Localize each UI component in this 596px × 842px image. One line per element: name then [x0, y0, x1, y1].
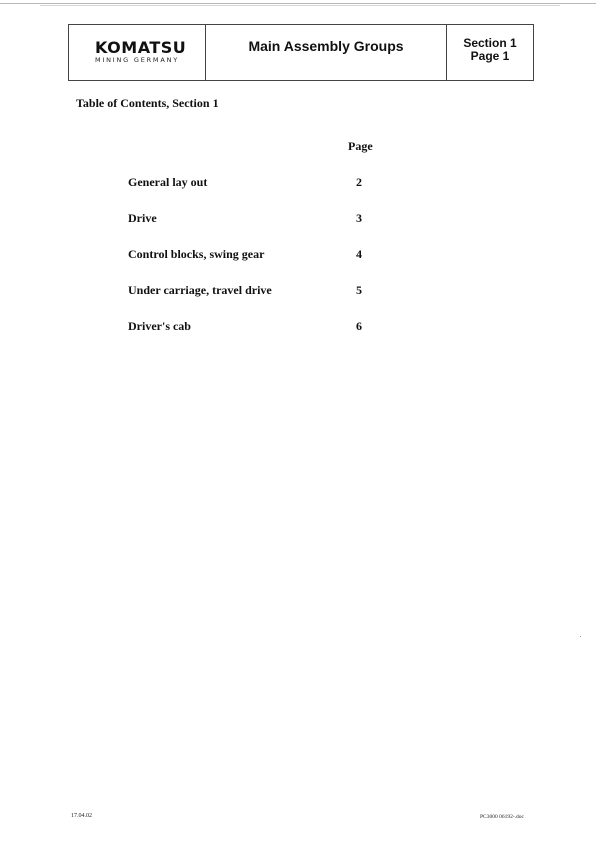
toc-entry-label: Driver's cab: [128, 319, 191, 333]
toc-entry: [128, 247, 388, 263]
toc-entry-label: General lay out: [128, 175, 208, 189]
logo-wordmark: KOMATSU: [95, 38, 187, 57]
logo-subtitle: MINING GERMANY: [95, 56, 180, 64]
page-number: Page 1: [470, 49, 510, 63]
document-header: [68, 24, 534, 81]
scan-edge-line-secondary: [40, 5, 560, 6]
document-title: Main Assembly Groups: [206, 25, 447, 80]
toc-entry-page: 6: [356, 319, 362, 333]
toc-entry-page: 2: [356, 175, 362, 189]
scan-edge-line: [0, 3, 596, 4]
toc-entry: [128, 319, 388, 335]
section-number: Section 1: [463, 36, 517, 50]
toc-entry: [128, 283, 388, 299]
toc-entry-page: 5: [356, 283, 362, 297]
footer-document-id: PC3000 06192-.doc: [480, 814, 524, 820]
toc-entry-label: Drive: [128, 211, 157, 225]
toc-entry-page: 4: [356, 247, 362, 261]
section-info: [447, 25, 533, 80]
scan-speck: [580, 636, 581, 637]
toc-entry-label: Control blocks, swing gear: [128, 247, 265, 261]
toc-entry: [128, 211, 388, 227]
footer-date: 17.04.02: [71, 813, 92, 819]
toc-entry-label: Under carriage, travel drive: [128, 283, 272, 297]
toc-heading: Table of Contents, Section 1: [76, 96, 219, 110]
toc-entry: [128, 175, 388, 191]
page-column-header: Page: [348, 139, 373, 153]
company-logo: [69, 25, 206, 80]
toc-entry-page: 3: [356, 211, 362, 225]
